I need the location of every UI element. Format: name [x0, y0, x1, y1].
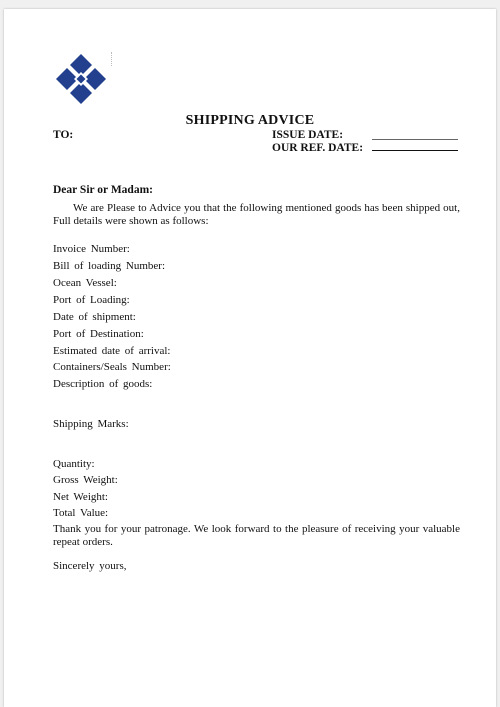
- ref-date-line: [372, 150, 458, 151]
- field-date-of-shipment: Date of shipment:: [53, 311, 136, 323]
- greeting: Dear Sir or Madam:: [53, 184, 153, 196]
- closing-paragraph: Thank you for your patronage. We look forward to the pleasure of receiving your valuable repeat orders.: [53, 523, 460, 548]
- field-estimated-arrival: Estimated date of arrival:: [53, 345, 171, 357]
- field-net-weight: Net Weight:: [53, 491, 108, 503]
- field-invoice-number: Invoice Number:: [53, 243, 130, 255]
- field-total-value: Total Value:: [53, 507, 109, 519]
- intro-paragraph: We are Please to Advice you that the following mentioned goods has been shipped out, Full details were shown as follows:: [53, 202, 460, 227]
- document-title: SHIPPING ADVICE: [185, 113, 315, 128]
- issue-date-label: ISSUE DATE:: [272, 129, 344, 141]
- field-description-of-goods: Description of goods:: [53, 378, 153, 390]
- to-label: TO:: [53, 129, 74, 141]
- field-port-of-loading: Port of Loading:: [53, 294, 130, 306]
- field-gross-weight: Gross Weight:: [53, 474, 118, 486]
- field-containers-seals: Containers/Seals Number:: [53, 361, 171, 373]
- field-ocean-vessel: Ocean Vessel:: [53, 277, 117, 289]
- field-bill-of-loading: Bill of loading Number:: [53, 260, 166, 272]
- field-shipping-marks: Shipping Marks:: [53, 418, 129, 430]
- logo-separator: [111, 52, 112, 66]
- field-quantity: Quantity:: [53, 458, 95, 470]
- ref-date-label: OUR REF. DATE:: [272, 142, 364, 154]
- field-port-of-destination: Port of Destination:: [53, 328, 144, 340]
- issue-date-line: [372, 139, 458, 140]
- signoff: Sincerely yours,: [53, 560, 127, 572]
- company-logo-icon: [55, 53, 107, 105]
